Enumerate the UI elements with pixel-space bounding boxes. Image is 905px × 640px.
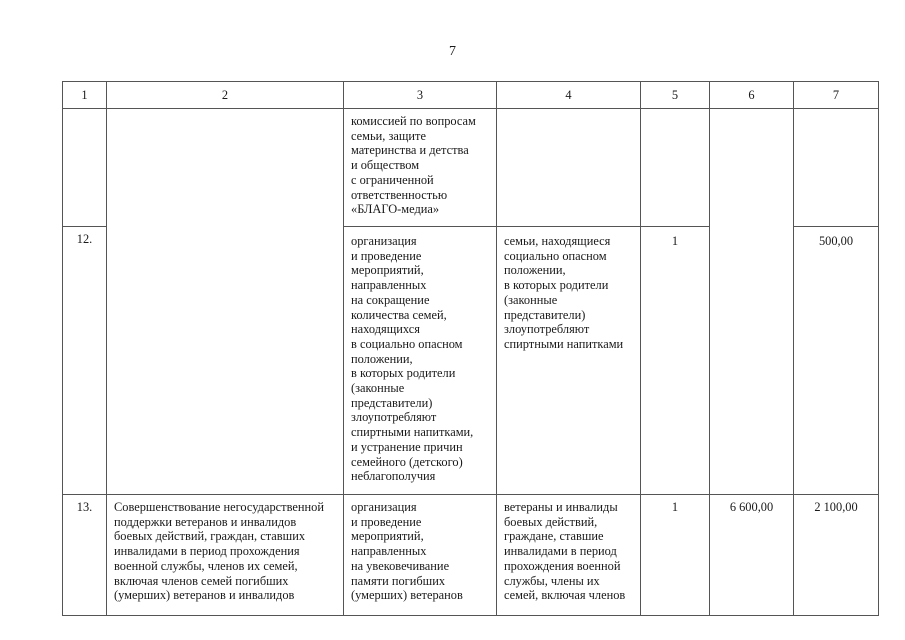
table-row-continuation <box>63 109 879 227</box>
table-header-row <box>63 82 879 109</box>
amount-cell: 2 100,00 <box>794 495 879 616</box>
direction-cell: Совершенствование негосударственной поддержки ветеранов и инвалидов боевых действий, граждан, ставших инвалидами в период прохождения военной службы, членов их семей, включая членов семей погибших (умерших) ветеранов и инвалидов <box>107 495 344 616</box>
header-cell: 2 <box>107 82 344 109</box>
table-row <box>63 495 879 616</box>
amount-cell: 500,00 <box>794 227 879 495</box>
count-cell <box>641 109 710 227</box>
row-number-cell: 12. <box>63 227 107 495</box>
activity-cell: организация и проведение мероприятий, направленных на сокращение количества семей, находящихся в социально опасном положении, в которых родители (законные представители) злоупотребляют спиртными напитками, и устранение причин семейного (детского) неблагополучия <box>344 227 497 495</box>
activity-cell: организация и проведение мероприятий, направленных на увековечивание памяти погибших (умерших) ветеранов <box>344 495 497 616</box>
header-cell: 6 <box>710 82 794 109</box>
target-group-cell: ветераны и инвалиды боевых действий, граждане, ставшие инвалидами в период прохождения военной службы, члены их семей, включая членов <box>497 495 641 616</box>
page-number: 7 <box>449 44 456 59</box>
header-cell: 5 <box>641 82 710 109</box>
budget-table <box>62 81 879 616</box>
amount-cell <box>710 109 794 495</box>
direction-cell <box>107 109 344 495</box>
header-cell: 4 <box>497 82 641 109</box>
amount-cell: 6 600,00 <box>710 495 794 616</box>
header-cell: 1 <box>63 82 107 109</box>
row-number-cell: 13. <box>63 495 107 616</box>
target-group-cell <box>497 109 641 227</box>
count-cell: 1 <box>641 227 710 495</box>
count-cell: 1 <box>641 495 710 616</box>
row-number-cell <box>63 109 107 227</box>
activity-cell: комиссией по вопросам семьи, защите материнства и детства и обществом с ограниченной ответственностью «БЛАГО-медиа» <box>344 109 497 227</box>
header-cell: 7 <box>794 82 879 109</box>
header-cell: 3 <box>344 82 497 109</box>
amount-cell <box>794 109 879 227</box>
target-group-cell: семьи, находящиеся социально опасном положении, в которых родители (законные представители) злоупотребляют спиртными напитками <box>497 227 641 495</box>
